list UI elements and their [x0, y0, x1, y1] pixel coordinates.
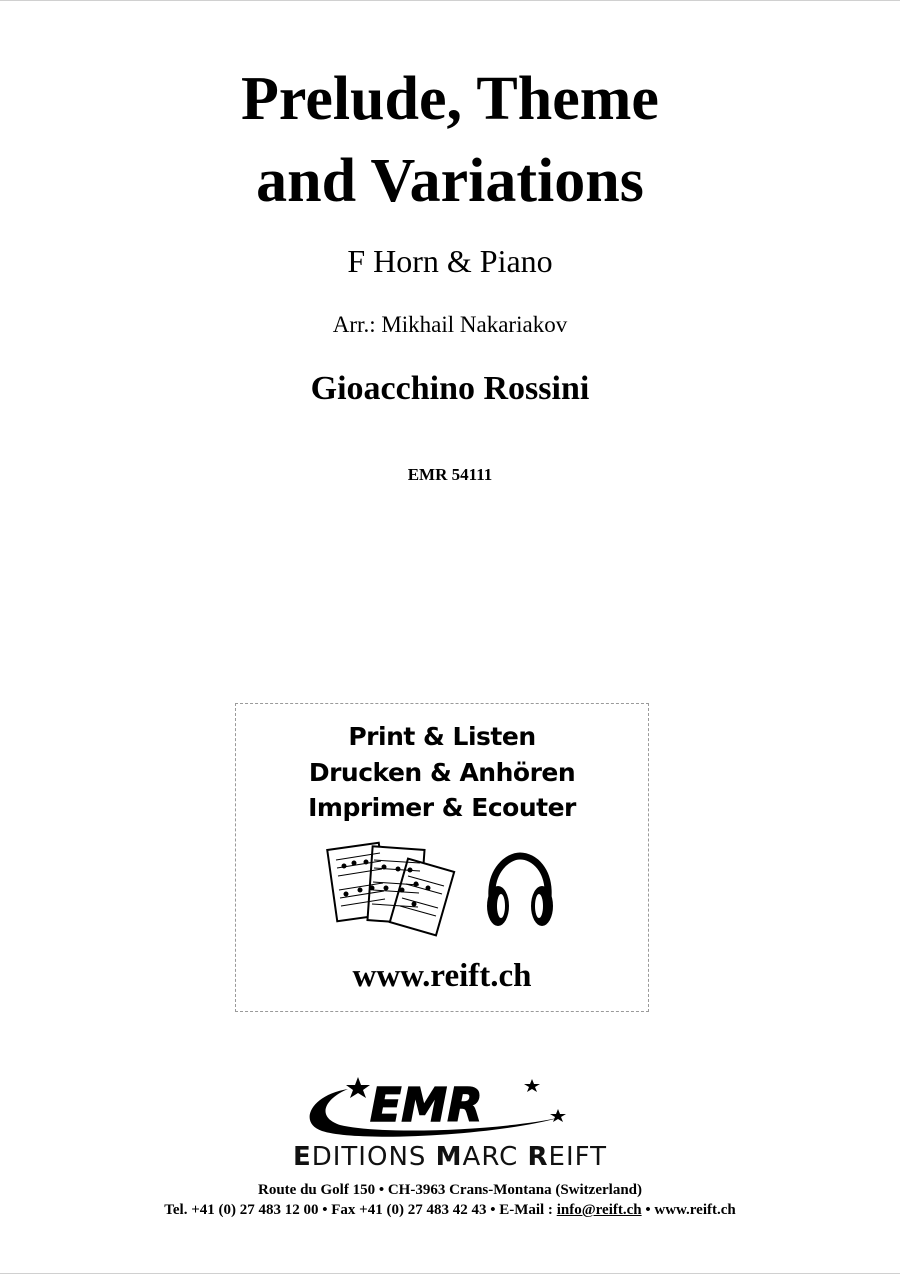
svg-text:EMR: EMR — [370, 1078, 483, 1132]
instrumentation: F Horn & Piano — [347, 243, 553, 279]
headphones-icon — [484, 852, 556, 932]
email-link[interactable]: info@reift.ch — [556, 1202, 642, 1218]
arranger: Arr.: Mikhail Nakariakov — [332, 312, 568, 337]
emr-logo — [300, 1073, 590, 1145]
promo-line-german: Drucken & Anhören — [308, 758, 576, 787]
composer: Gioacchino Rossini — [310, 370, 590, 407]
publisher-name: EDITIONS MARC REIFT — [292, 1142, 608, 1172]
promo-line-english: Print & Listen — [348, 722, 536, 751]
title-line-1: Prelude, Theme — [241, 65, 659, 133]
publisher-contact: Tel. +41 (0) 27 483 12 00 • Fax +41 (0) 27 483 42 43 • E-Mail : info@reift.ch • www.reift.ch — [164, 1202, 736, 1218]
print-listen-box — [235, 703, 649, 1012]
catalog-number: EMR 54111 — [407, 465, 493, 484]
promo-website: www.reift.ch — [352, 958, 532, 994]
publisher-address: Route du Golf 150 • CH-3963 Crans-Montana (Switzerland) — [258, 1182, 642, 1198]
title-line-2: and Variations — [256, 147, 644, 215]
promo-line-french: Imprimer & Ecouter — [308, 793, 576, 822]
sheet-music-icon — [326, 838, 456, 942]
